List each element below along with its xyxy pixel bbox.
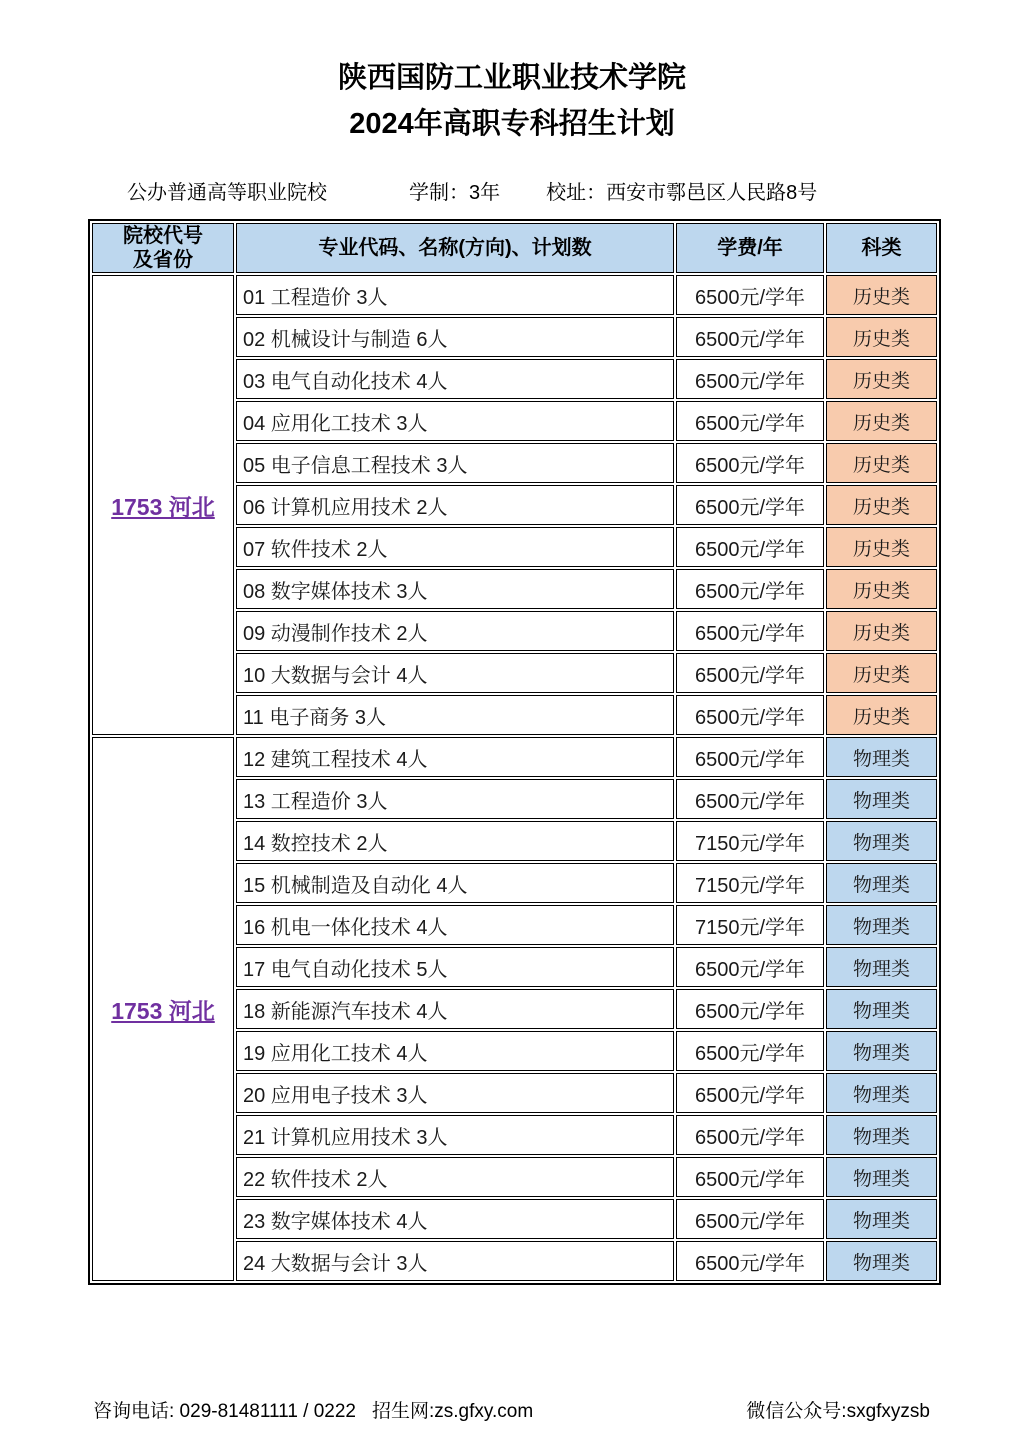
major-cell: 17 电气自动化技术 5人: [236, 947, 674, 987]
major-cell: 15 机械制造及自动化 4人: [236, 863, 674, 903]
category-cell: 历史类: [826, 485, 937, 525]
major-cell: 18 新能源汽车技术 4人: [236, 989, 674, 1029]
major-cell: 04 应用化工技术 3人: [236, 401, 674, 441]
page-title: 陕西国防工业职业技术学院: [337, 62, 686, 94]
footer-website: 招生网:zs.gfxy.com: [372, 1401, 534, 1422]
category-cell: 历史类: [826, 527, 937, 567]
fee-cell: 6500元/学年: [676, 947, 824, 987]
fee-cell: 6500元/学年: [676, 1073, 824, 1113]
major-cell: 24 大数据与会计 3人: [236, 1241, 674, 1281]
category-cell: 历史类: [826, 569, 937, 609]
group-code-province-cell: [92, 275, 234, 735]
fee-cell: 6500元/学年: [676, 779, 824, 819]
fee-cell: 7150元/学年: [676, 905, 824, 945]
fee-cell: 7150元/学年: [676, 821, 824, 861]
major-cell: 03 电气自动化技术 4人: [236, 359, 674, 399]
category-cell: 历史类: [826, 359, 937, 399]
category-cell: 历史类: [826, 611, 937, 651]
fee-cell: 6500元/学年: [676, 275, 824, 315]
col-header-major: 专业代码、名称(方向)、计划数: [236, 223, 674, 273]
fee-cell: 6500元/学年: [676, 359, 824, 399]
major-cell: 20 应用电子技术 3人: [236, 1073, 674, 1113]
col-header-category: 科类: [826, 223, 937, 273]
major-cell: 02 机械设计与制造 6人: [236, 317, 674, 357]
major-cell: 06 计算机应用技术 2人: [236, 485, 674, 525]
category-cell: 物理类: [826, 1199, 937, 1239]
major-cell: 22 软件技术 2人: [236, 1157, 674, 1197]
major-cell: 09 动漫制作技术 2人: [236, 611, 674, 651]
fee-cell: 6500元/学年: [676, 569, 824, 609]
major-cell: 12 建筑工程技术 4人: [236, 737, 674, 777]
fee-cell: 6500元/学年: [676, 1115, 824, 1155]
category-cell: 物理类: [826, 779, 937, 819]
header-row: [92, 223, 937, 273]
major-cell: 08 数字媒体技术 3人: [236, 569, 674, 609]
category-cell: 历史类: [826, 275, 937, 315]
major-cell: 01 工程造价 3人: [236, 275, 674, 315]
category-cell: 物理类: [826, 947, 937, 987]
footer-wechat: 微信公众号:sxgfxyzsb: [746, 1401, 930, 1422]
fee-cell: 6500元/学年: [676, 695, 824, 735]
major-cell: 21 计算机应用技术 3人: [236, 1115, 674, 1155]
fee-cell: 6500元/学年: [676, 1031, 824, 1071]
school-type: 公办普通高等职业院校: [127, 182, 327, 204]
category-cell: 物理类: [826, 1157, 937, 1197]
school-info-row: [127, 176, 1024, 205]
category-cell: 物理类: [826, 1031, 937, 1071]
fee-cell: 6500元/学年: [676, 1157, 824, 1197]
fee-cell: 6500元/学年: [676, 1241, 824, 1281]
category-cell: 历史类: [826, 401, 937, 441]
category-cell: 物理类: [826, 989, 937, 1029]
major-cell: 19 应用化工技术 4人: [236, 1031, 674, 1071]
fee-cell: 6500元/学年: [676, 527, 824, 567]
category-cell: 历史类: [826, 317, 937, 357]
category-cell: 物理类: [826, 821, 937, 861]
footer: [0, 1396, 1024, 1423]
college-code-province-link[interactable]: 1753 河北: [111, 997, 215, 1024]
school-duration: 学制：3年: [409, 182, 501, 204]
group-code-province-cell: [92, 737, 234, 1281]
category-cell: 历史类: [826, 653, 937, 693]
col-header-fee: 学费/年: [676, 223, 824, 273]
college-code-province-link[interactable]: 1753 河北: [111, 493, 215, 520]
fee-cell: 7150元/学年: [676, 863, 824, 903]
major-cell: 11 电子商务 3人: [236, 695, 674, 735]
admission-plan-table: [90, 221, 939, 1283]
fee-cell: 6500元/学年: [676, 1199, 824, 1239]
fee-cell: 6500元/学年: [676, 317, 824, 357]
category-cell: 物理类: [826, 1241, 937, 1281]
admission-plan-table-wrap: [88, 219, 941, 1285]
fee-cell: 6500元/学年: [676, 737, 824, 777]
fee-cell: 6500元/学年: [676, 485, 824, 525]
major-cell: 14 数控技术 2人: [236, 821, 674, 861]
major-cell: 23 数字媒体技术 4人: [236, 1199, 674, 1239]
major-cell: 10 大数据与会计 4人: [236, 653, 674, 693]
col-header-code-province-line2: 及省份: [133, 249, 193, 271]
col-header-code-province: [92, 223, 234, 273]
fee-cell: 6500元/学年: [676, 653, 824, 693]
col-header-code-province-line1: 院校代号: [123, 225, 203, 247]
fee-cell: 6500元/学年: [676, 611, 824, 651]
title-block: [0, 0, 1024, 142]
category-cell: 物理类: [826, 1073, 937, 1113]
major-cell: 16 机电一体化技术 4人: [236, 905, 674, 945]
category-cell: 历史类: [826, 443, 937, 483]
table-row: [92, 275, 937, 315]
category-cell: 物理类: [826, 863, 937, 903]
category-cell: 物理类: [826, 905, 937, 945]
school-address: 校址：西安市鄠邑区人民路8号: [546, 182, 818, 204]
category-cell: 历史类: [826, 695, 937, 735]
table-row: [92, 737, 937, 777]
category-cell: 物理类: [826, 737, 937, 777]
fee-cell: 6500元/学年: [676, 989, 824, 1029]
table-body: [92, 275, 937, 1281]
category-cell: 物理类: [826, 1115, 937, 1155]
page-subtitle: 2024年高职专科招生计划: [349, 108, 675, 140]
major-cell: 05 电子信息工程技术 3人: [236, 443, 674, 483]
major-cell: 07 软件技术 2人: [236, 527, 674, 567]
fee-cell: 6500元/学年: [676, 443, 824, 483]
major-cell: 13 工程造价 3人: [236, 779, 674, 819]
footer-phone: 咨询电话: 029-81481111 / 0222: [93, 1401, 356, 1422]
fee-cell: 6500元/学年: [676, 401, 824, 441]
